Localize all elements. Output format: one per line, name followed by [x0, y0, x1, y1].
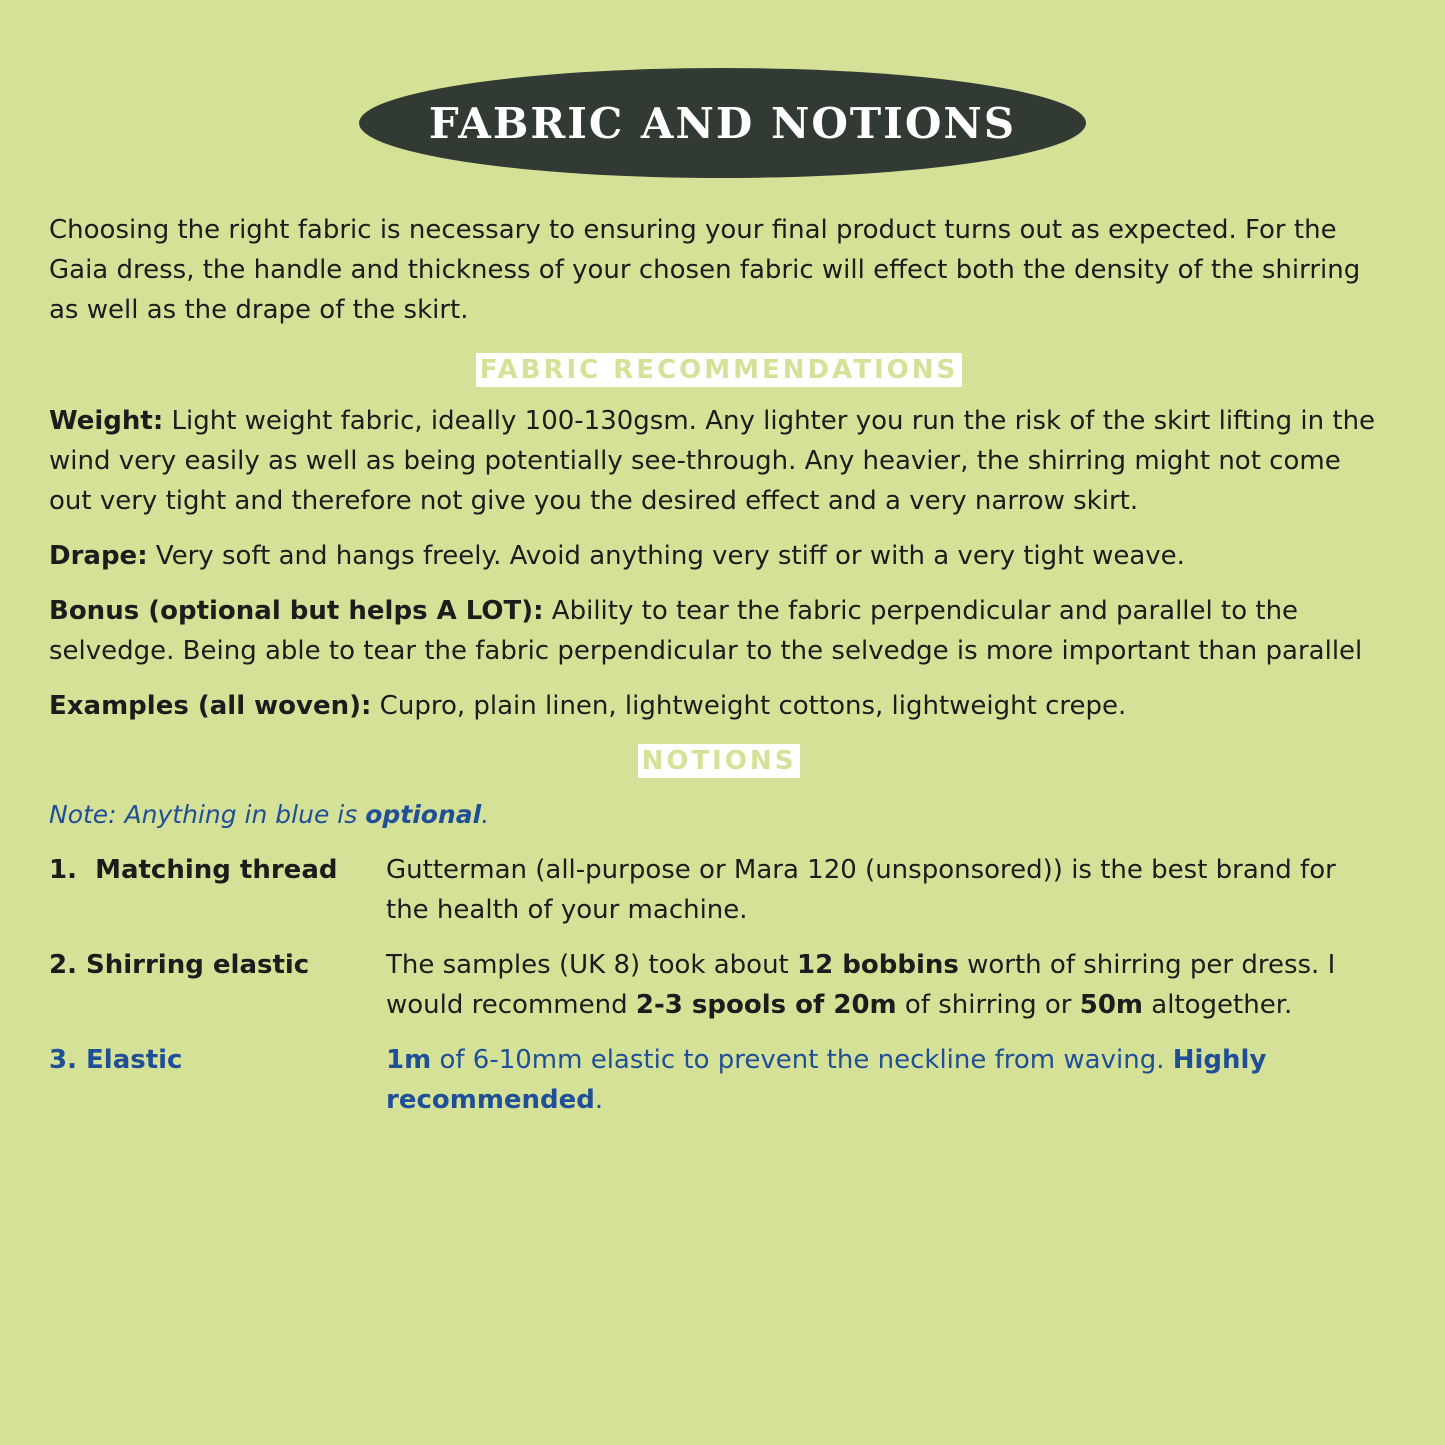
desc-bold: 12 bobbins [797, 950, 959, 980]
notions-heading-row [49, 741, 1389, 781]
weight-text: Light weight fabric, ideally 100-130gsm. Any lighter you run the risk of the skirt lifting in the wind very easily as well as being potentially see-through. Any heavier, the shirring might not come out very tight and therefore not give you the desired effect and a very narrow skirt. [49, 406, 1376, 516]
weight-label: Weight: [49, 406, 164, 436]
bonus-label: Bonus (optional but helps A LOT): [49, 596, 544, 626]
notion-item-thread [49, 850, 1389, 930]
bonus-paragraph [49, 591, 1389, 671]
desc-part: . [594, 1085, 604, 1115]
drape-text: Very soft and hangs freely. Avoid anything very stiff or with a very tight weave. [147, 541, 1185, 571]
drape-paragraph [49, 536, 1389, 576]
intro-paragraph: Choosing the right fabric is necessary to ensuring your final product turns out as expected. For the Gaia dress, the handle and thickness of your chosen fabric will effect both the density of the shirring as well as the drape of the skirt. [49, 215, 1361, 325]
notion-item-elastic [49, 1040, 1389, 1120]
title-banner [359, 68, 1086, 178]
notion-item-shirring [49, 945, 1389, 1025]
notion-desc: Gutterman (all-purpose or Mara 120 (unsponsored)) is the best brand for the health of your machine. [386, 855, 1336, 925]
bonus-text: Ability to tear the fabric perpendicular and parallel to the selvedge. Being able to tear the fabric perpendicular to the selvedge is more important than parallel [49, 596, 1363, 666]
page-title: FABRIC AND NOTIONS [428, 98, 1017, 148]
note-suffix: . [481, 800, 490, 829]
desc-bold: 2-3 spools of 20m [635, 990, 897, 1020]
fabric-recommendations-heading-row [49, 350, 1389, 390]
desc-part: of 6-10mm elastic to prevent the neckline from waving. [431, 1045, 1173, 1075]
notion-name: 1. Matching thread [49, 855, 338, 885]
note-prefix: Note: Anything in blue is [49, 800, 366, 829]
desc-part: The samples (UK 8) took about [386, 950, 798, 980]
content [49, 210, 1389, 1135]
notion-desc [386, 945, 1381, 1025]
notions-heading: NOTIONS [638, 744, 801, 778]
desc-part: worth of shirring per dress. I would recommend [386, 950, 1336, 1020]
notion-name: 3. Elastic [49, 1045, 183, 1075]
weight-paragraph [49, 401, 1389, 521]
examples-text: Cupro, plain linen, lightweight cottons, lightweight crepe. [371, 691, 1127, 721]
fabric-recommendations-heading: FABRIC RECOMMENDATIONS [476, 353, 962, 387]
notion-desc [386, 1040, 1381, 1120]
desc-part: altogether. [1143, 990, 1293, 1020]
desc-part: of shirring or [896, 990, 1080, 1020]
desc-bold: Highly recommended [386, 1045, 1267, 1115]
desc-bold: 50m [1079, 990, 1144, 1020]
note-bold: optional [365, 800, 482, 829]
desc-bold: 1m [386, 1045, 432, 1075]
optional-note [49, 795, 1389, 835]
examples-paragraph [49, 686, 1389, 726]
notion-name: 2. Shirring elastic [49, 950, 310, 980]
examples-label: Examples (all woven): [49, 691, 372, 721]
drape-label: Drape: [49, 541, 148, 571]
